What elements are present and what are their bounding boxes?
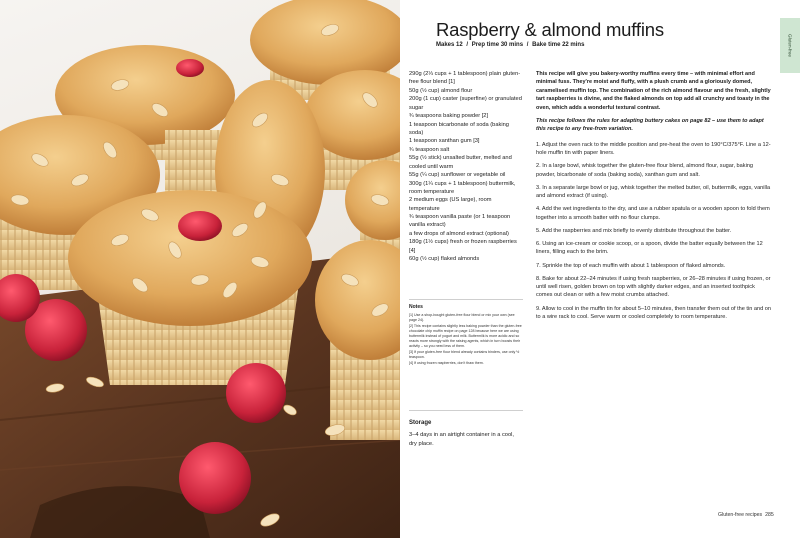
prep-time: Prep time 30 mins xyxy=(471,42,524,48)
ingredient-item: a few drops of almond extract (optional) xyxy=(409,230,509,237)
recipe-title: Raspberry & almond muffins xyxy=(436,19,664,40)
ingredient-item: 1 teaspoon xanthan gum [3] xyxy=(409,138,480,145)
method-step: 4. Add the wet ingredients to the dry, and use a rubber spatula or a wooden spoon to fold them together into a smooth batter with no flour clumps. xyxy=(536,206,770,221)
section-tab-label: Gluten-free xyxy=(787,34,793,57)
meta-separator: / xyxy=(466,42,469,48)
method-step: 1. Adjust the oven rack to the middle position and pre-heat the oven to 190°C/375°F. Line a 12-hole muffin tin with paper liners. xyxy=(536,141,771,157)
method-step: 9. Allow to cool in the muffin tin for about 5–10 minutes, then transfer them out of the tin and on to a wire rack to cool. Serve warm or cooled completely to room temperature. xyxy=(536,305,771,320)
ingredient-item: 1 teaspoon bicarbonate of soda (baking soda) xyxy=(409,121,509,136)
storage-text: 3–4 days in an airtight container in a cool, dry place. xyxy=(409,432,514,447)
notes-title: Notes xyxy=(409,304,423,310)
note-item: [2] This recipe contains slightly less baking powder than the gluten-free chocolate chip muffin recipe on page 128 because here we are using buttermilk instead of yogurt and milk. Buttermilk is more acidic and so reacts more strongly with the raising agents, which in turn boosts their activity – so you need less of them. xyxy=(409,324,522,348)
note-item: [3] If your gluten-free flour blend already contains binders, use only ½ teaspoon. xyxy=(409,349,520,359)
ingredient-item: ¾ teaspoons baking powder [2] xyxy=(409,113,489,120)
recipe-intro: This recipe will give you bakery-worthy muffins every time – with minimal effort and minimal fuss. They're moist and fluffy, with a plush crumb and a gloriously domed, caramelised muffin top. The combination of the rich almond flavour and the fresh, slightly tart raspberries is divine, and the flaked almonds on top add all crunchy and toasty in the oven, which adds a wonderful textural contrast. xyxy=(536,71,771,111)
storage-section xyxy=(409,410,523,448)
ingredient-item: 60g (½ cup) flaked almonds xyxy=(409,256,480,263)
note-item: [1] Use a shop-bought gluten-free flour blend or mix your own (see page 24). xyxy=(409,313,515,322)
ingredient-item: ¾ teaspoon salt xyxy=(409,146,450,153)
ingredient-item: 290g (2⅓ cups + 1 tablespoon) plain gluten-free flour blend [1] xyxy=(409,71,521,86)
recipe-intro-note: This recipe follows the rules for adapting buttery cakes on page 82 – use them to adapt this recipe to any free-from variation. xyxy=(536,118,764,133)
section-tab[interactable] xyxy=(780,18,800,73)
page-number: 285 xyxy=(765,512,774,518)
recipe-page xyxy=(400,0,800,538)
page-footer xyxy=(718,512,774,518)
ingredient-item: 55g (¼ cup) sunflower or vegetable oil xyxy=(409,172,506,179)
ingredient-item: 180g (1½ cups) fresh or frozen raspberries [4] xyxy=(409,239,517,254)
ingredient-item: 50g (½ cup) almond flour xyxy=(409,87,473,94)
meta-separator: / xyxy=(526,42,529,48)
ingredient-item: 55g (½ stick) unsalted butter, melted and cooled until warm xyxy=(409,155,512,170)
ingredients-list xyxy=(409,70,523,264)
divider xyxy=(409,299,523,300)
method-step: 3. In a separate large bowl or jug, whisk together the melted butter, oil, buttermilk, eggs, vanilla and almond extract (if using). xyxy=(536,184,771,200)
divider xyxy=(409,410,523,411)
method-step: 2. In a large bowl, whisk together the gluten-free flour blend, almond flour, sugar, baking powder, bicarbonate of soda (baking soda), xanthan gum and salt. xyxy=(536,163,754,178)
method-section xyxy=(536,70,772,326)
recipe-meta xyxy=(436,42,586,48)
ingredient-item: 2 medium eggs (US large), room temperature xyxy=(409,197,492,212)
note-item: [4] If using frozen raspberries, don't thaw them. xyxy=(409,361,484,366)
method-step: 6. Using an ice-cream or cookie scoop, or a spoon, divide the batter equally between the 12 liners, filling each to the brim. xyxy=(536,241,763,256)
bake-time: Bake time 22 mins xyxy=(532,42,585,48)
method-step: 7. Sprinkle the top of each muffin with about 1 tablespoon of flaked almonds. xyxy=(536,262,726,269)
ingredient-item: ¾ teaspoon vanilla paste (or 1 teaspoon vanilla extract) xyxy=(409,214,511,229)
method-step: 8. Bake for about 22–24 minutes if using fresh raspberries, or 26–28 minutes if using frozen, or until well risen, golden brown on top with slightly darker edges, and an inserted toothpick comes out clean or with a few moist crumbs attached. xyxy=(536,275,771,299)
servings: Makes 12 xyxy=(436,42,463,48)
method-step: 5. Add the raspberries and mix briefly to evenly distribute throughout the batter. xyxy=(536,227,732,234)
footer-section-name: Gluten-free recipes xyxy=(718,512,763,518)
storage-title: Storage xyxy=(409,420,432,426)
ingredient-item: 200g (1 cup) caster (superfine) or granulated sugar xyxy=(409,96,522,111)
ingredient-item: 300g (1¼ cups + 1 tablespoon) buttermilk, room temperature xyxy=(409,180,516,195)
notes-section xyxy=(409,299,523,367)
